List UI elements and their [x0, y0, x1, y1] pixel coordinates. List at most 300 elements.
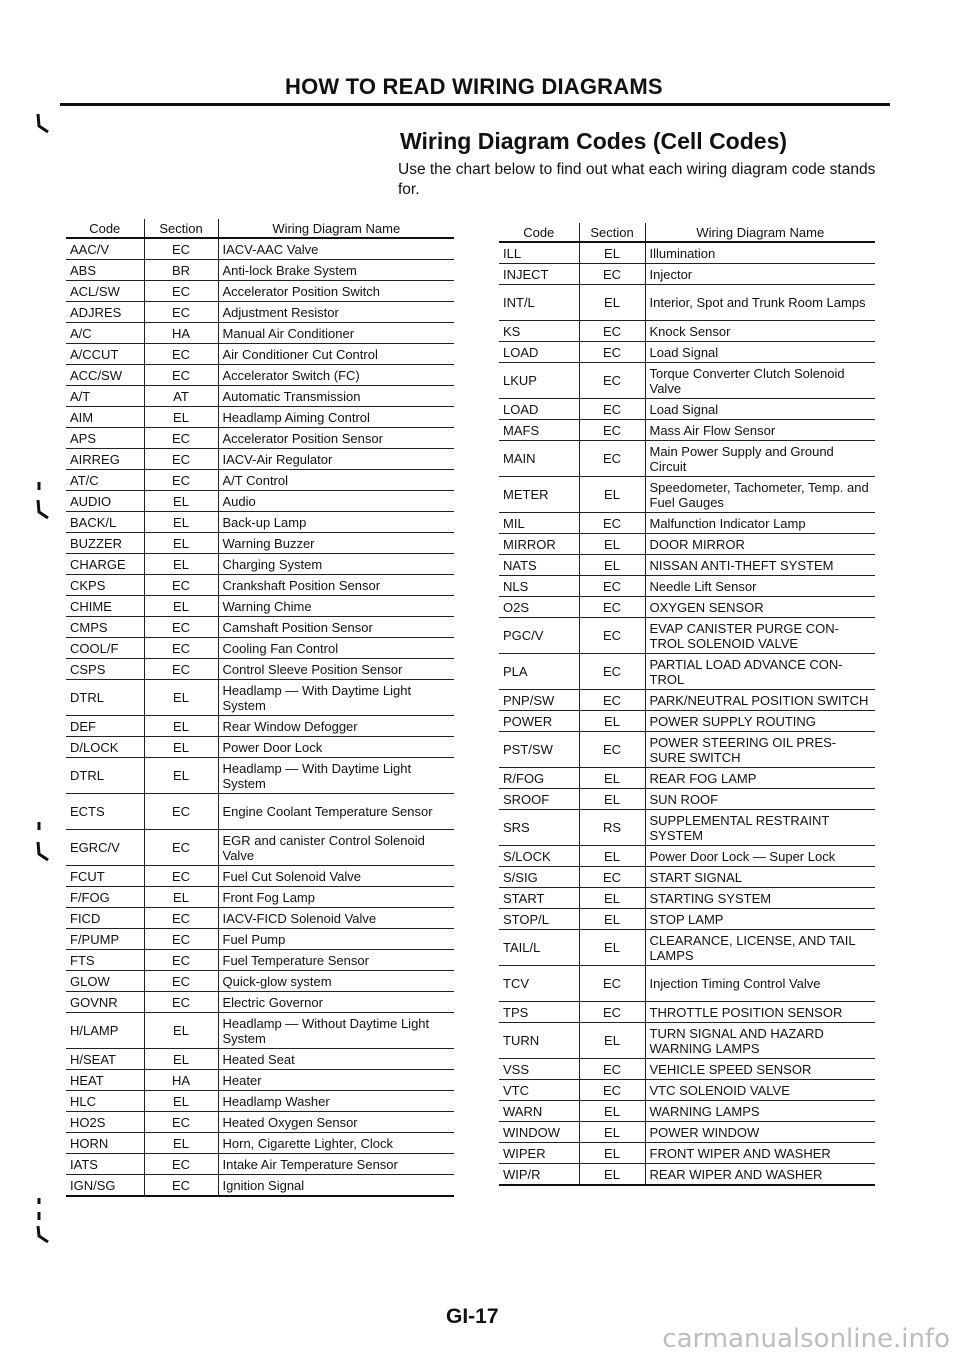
column-header-code: Code: [66, 219, 144, 238]
code-cell: FICD: [66, 908, 144, 929]
table-row: [66, 449, 454, 470]
code-cell: FCUT: [66, 866, 144, 887]
code-cell: PGC/V: [499, 618, 579, 654]
table-row: [66, 596, 454, 617]
section-cell: EC: [144, 659, 218, 680]
diagram-name-cell: DOOR MIRROR: [645, 534, 875, 555]
section-cell: EC: [579, 576, 645, 597]
diagram-name-cell: Illumination: [645, 242, 875, 264]
diagram-name-cell: POWER WINDOW: [645, 1122, 875, 1143]
table-row: [499, 1023, 875, 1059]
section-cell: EC: [144, 575, 218, 596]
column-header-section: Section: [144, 219, 218, 238]
diagram-name-cell: PARTIAL LOAD ADVANCE CON-TROL: [645, 654, 875, 690]
section-cell: EC: [144, 302, 218, 323]
section-cell: EC: [579, 597, 645, 618]
diagram-name-cell: Intake Air Temperature Sensor: [218, 1154, 454, 1175]
table-row: [66, 1133, 454, 1154]
code-cell: NLS: [499, 576, 579, 597]
table-row: [66, 758, 454, 794]
table-row: [66, 1112, 454, 1133]
diagram-name-cell: POWER STEERING OIL PRES-SURE SWITCH: [645, 732, 875, 768]
code-cell: H/LAMP: [66, 1013, 144, 1049]
code-cell: START: [499, 888, 579, 909]
diagram-name-cell: OXYGEN SENSOR: [645, 597, 875, 618]
code-cell: DEF: [66, 716, 144, 737]
section-cell: EL: [579, 846, 645, 867]
diagram-name-cell: IACV-AAC Valve: [218, 238, 454, 260]
section-cell: EL: [144, 512, 218, 533]
diagram-name-cell: Injector: [645, 264, 875, 285]
section-cell: EL: [144, 887, 218, 908]
section-cell: EL: [144, 758, 218, 794]
code-cell: HEAT: [66, 1070, 144, 1091]
code-cell: ILL: [499, 242, 579, 264]
code-cell: S/SIG: [499, 867, 579, 888]
table-row: [66, 1049, 454, 1070]
binder-mark: [36, 112, 44, 134]
section-cell: EC: [579, 1059, 645, 1080]
table-row: [66, 365, 454, 386]
section-cell: HA: [144, 323, 218, 344]
section-cell: EL: [579, 1164, 645, 1186]
code-cell: CHARGE: [66, 554, 144, 575]
section-cell: EC: [144, 281, 218, 302]
table-row: [66, 470, 454, 491]
diagram-name-cell: EVAP CANISTER PURGE CON-TROL SOLENOID VALVE: [645, 618, 875, 654]
section-cell: EC: [144, 794, 218, 830]
table-row: [66, 992, 454, 1013]
diagram-name-cell: TURN SIGNAL AND HAZARD WARNING LAMPS: [645, 1023, 875, 1059]
table-row: [499, 555, 875, 576]
section-cell: EL: [579, 534, 645, 555]
code-cell: ACC/SW: [66, 365, 144, 386]
table-row: [66, 737, 454, 758]
table-row: [66, 238, 454, 260]
code-cell: HO2S: [66, 1112, 144, 1133]
section-cell: EC: [144, 238, 218, 260]
table-row: [66, 680, 454, 716]
code-cell: LOAD: [499, 399, 579, 420]
code-cell: WIPER: [499, 1143, 579, 1164]
code-cell: PNP/SW: [499, 690, 579, 711]
section-cell: EL: [144, 533, 218, 554]
diagram-name-cell: Main Power Supply and Ground Circuit: [645, 441, 875, 477]
diagram-name-cell: Malfunction Indicator Lamp: [645, 513, 875, 534]
code-cell: ADJRES: [66, 302, 144, 323]
column-header-name: Wiring Diagram Name: [645, 223, 875, 242]
section-cell: EC: [144, 617, 218, 638]
table-row: [499, 513, 875, 534]
binder-mark: [36, 820, 44, 842]
section-cell: EC: [144, 1112, 218, 1133]
section-cell: EC: [579, 420, 645, 441]
diagram-name-cell: FRONT WIPER AND WASHER: [645, 1143, 875, 1164]
table-row: [499, 597, 875, 618]
section-cell: EC: [144, 992, 218, 1013]
diagram-name-cell: Audio: [218, 491, 454, 512]
section-cell: EC: [579, 513, 645, 534]
code-cell: WIP/R: [499, 1164, 579, 1186]
diagram-name-cell: Warning Chime: [218, 596, 454, 617]
code-cell: STOP/L: [499, 909, 579, 930]
code-cell: IATS: [66, 1154, 144, 1175]
diagram-name-cell: Rear Window Defogger: [218, 716, 454, 737]
code-cell: CHIME: [66, 596, 144, 617]
section-cell: EC: [144, 830, 218, 866]
section-cell: EC: [579, 732, 645, 768]
table-row: [66, 533, 454, 554]
diagram-name-cell: POWER SUPPLY ROUTING: [645, 711, 875, 732]
diagram-name-cell: Fuel Cut Solenoid Valve: [218, 866, 454, 887]
table-row: [499, 1080, 875, 1101]
table-row: [499, 576, 875, 597]
diagram-name-cell: Accelerator Position Sensor: [218, 428, 454, 449]
code-cell: HORN: [66, 1133, 144, 1154]
code-cell: NATS: [499, 555, 579, 576]
table-row: [499, 1122, 875, 1143]
code-cell: GLOW: [66, 971, 144, 992]
table-row: [66, 1154, 454, 1175]
diagram-name-cell: Manual Air Conditioner: [218, 323, 454, 344]
diagram-name-cell: Anti-lock Brake System: [218, 260, 454, 281]
diagram-name-cell: IACV-FICD Solenoid Valve: [218, 908, 454, 929]
table-row: [66, 929, 454, 950]
code-cell: CKPS: [66, 575, 144, 596]
diagram-name-cell: Fuel Temperature Sensor: [218, 950, 454, 971]
table-row: [499, 441, 875, 477]
diagram-name-cell: Power Door Lock: [218, 737, 454, 758]
diagram-name-cell: Fuel Pump: [218, 929, 454, 950]
section-cell: BR: [144, 260, 218, 281]
code-cell: BUZZER: [66, 533, 144, 554]
table-row: [499, 867, 875, 888]
diagram-name-cell: REAR FOG LAMP: [645, 768, 875, 789]
diagram-name-cell: VEHICLE SPEED SENSOR: [645, 1059, 875, 1080]
table-row: [66, 638, 454, 659]
code-cell: GOVNR: [66, 992, 144, 1013]
table-row: [66, 386, 454, 407]
diagram-name-cell: Cooling Fan Control: [218, 638, 454, 659]
section-cell: EC: [579, 363, 645, 399]
section-cell: EC: [144, 908, 218, 929]
diagram-name-cell: Needle Lift Sensor: [645, 576, 875, 597]
code-cell: F/FOG: [66, 887, 144, 908]
diagram-name-cell: Headlamp Aiming Control: [218, 407, 454, 428]
table-row: [66, 281, 454, 302]
section-cell: EL: [579, 477, 645, 513]
diagram-name-cell: Horn, Cigarette Lighter, Clock: [218, 1133, 454, 1154]
table-row: [499, 846, 875, 867]
table-row: [66, 971, 454, 992]
diagram-name-cell: Back-up Lamp: [218, 512, 454, 533]
section-cell: EL: [144, 596, 218, 617]
diagram-name-cell: STARTING SYSTEM: [645, 888, 875, 909]
table-row: [66, 575, 454, 596]
table-row: [499, 285, 875, 321]
section-cell: EL: [579, 1143, 645, 1164]
section-cell: EC: [144, 428, 218, 449]
section-cell: EC: [144, 1175, 218, 1197]
table-row: [66, 344, 454, 365]
table-row: [499, 1002, 875, 1023]
header-rule: [60, 103, 890, 106]
code-cell: CMPS: [66, 617, 144, 638]
table-row: [66, 491, 454, 512]
section-cell: AT: [144, 386, 218, 407]
table-row: [66, 512, 454, 533]
diagram-name-cell: EGR and canister Control Solenoid Valve: [218, 830, 454, 866]
section-cell: EC: [144, 929, 218, 950]
section-cell: EC: [144, 638, 218, 659]
diagram-name-cell: Interior, Spot and Trunk Room Lamps: [645, 285, 875, 321]
code-cell: TURN: [499, 1023, 579, 1059]
section-cell: EC: [579, 441, 645, 477]
diagram-name-cell: Heated Seat: [218, 1049, 454, 1070]
table-row: [66, 1013, 454, 1049]
table-row: [499, 363, 875, 399]
section-cell: EL: [144, 1013, 218, 1049]
diagram-name-cell: SUN ROOF: [645, 789, 875, 810]
diagram-name-cell: Knock Sensor: [645, 321, 875, 342]
code-cell: APS: [66, 428, 144, 449]
section-cell: EC: [579, 342, 645, 363]
table-row: [66, 866, 454, 887]
code-cell: A/CCUT: [66, 344, 144, 365]
code-cell: AIM: [66, 407, 144, 428]
diagram-name-cell: Headlamp — With Daytime Light System: [218, 758, 454, 794]
section-cell: EL: [144, 680, 218, 716]
diagram-name-cell: THROTTLE POSITION SENSOR: [645, 1002, 875, 1023]
diagram-name-cell: Engine Coolant Temperature Sensor: [218, 794, 454, 830]
code-cell: WINDOW: [499, 1122, 579, 1143]
code-cell: INT/L: [499, 285, 579, 321]
section-cell: EC: [144, 470, 218, 491]
code-cell: A/C: [66, 323, 144, 344]
table-row: [499, 789, 875, 810]
section-cell: EL: [579, 768, 645, 789]
section-cell: EC: [579, 264, 645, 285]
table-row: [499, 534, 875, 555]
section-cell: HA: [144, 1070, 218, 1091]
diagram-name-cell: Heater: [218, 1070, 454, 1091]
diagram-name-cell: Power Door Lock — Super Lock: [645, 846, 875, 867]
section-cell: EL: [579, 1122, 645, 1143]
code-cell: METER: [499, 477, 579, 513]
diagram-name-cell: Load Signal: [645, 399, 875, 420]
diagram-name-cell: Automatic Transmission: [218, 386, 454, 407]
code-cell: MIRROR: [499, 534, 579, 555]
diagram-name-cell: Torque Converter Clutch Solenoid Valve: [645, 363, 875, 399]
code-cell: ABS: [66, 260, 144, 281]
code-cell: F/PUMP: [66, 929, 144, 950]
diagram-name-cell: Headlamp — Without Daytime Light System: [218, 1013, 454, 1049]
section-cell: EC: [579, 618, 645, 654]
table-row: [499, 242, 875, 264]
diagram-name-cell: Accelerator Switch (FC): [218, 365, 454, 386]
code-cell: KS: [499, 321, 579, 342]
code-cell: VTC: [499, 1080, 579, 1101]
code-cell: SRS: [499, 810, 579, 846]
watermark: carmanualsonline.info: [662, 1324, 950, 1354]
section-cell: EC: [579, 1080, 645, 1101]
section-cell: EL: [579, 1023, 645, 1059]
section-cell: EL: [579, 930, 645, 966]
code-cell: AAC/V: [66, 238, 144, 260]
code-cell: TAIL/L: [499, 930, 579, 966]
code-cell: FTS: [66, 950, 144, 971]
diagram-name-cell: NISSAN ANTI-THEFT SYSTEM: [645, 555, 875, 576]
section-cell: EC: [579, 690, 645, 711]
code-cell: BACK/L: [66, 512, 144, 533]
diagram-name-cell: Heated Oxygen Sensor: [218, 1112, 454, 1133]
diagram-name-cell: IACV-Air Regulator: [218, 449, 454, 470]
table-row: [66, 302, 454, 323]
table-row: [499, 399, 875, 420]
code-cell: POWER: [499, 711, 579, 732]
section-cell: EC: [579, 654, 645, 690]
table-row: [66, 428, 454, 449]
table-row: [499, 930, 875, 966]
table-header-row: [66, 219, 454, 238]
table-row: [499, 654, 875, 690]
diagram-name-cell: Accelerator Position Switch: [218, 281, 454, 302]
section-cell: EL: [144, 554, 218, 575]
table-row: [499, 732, 875, 768]
code-cell: WARN: [499, 1101, 579, 1122]
section-cell: EC: [579, 1002, 645, 1023]
section-cell: EC: [144, 971, 218, 992]
section-cell: EL: [579, 242, 645, 264]
diagram-name-cell: CLEARANCE, LICENSE, AND TAIL LAMPS: [645, 930, 875, 966]
code-cell: MAFS: [499, 420, 579, 441]
code-cell: LKUP: [499, 363, 579, 399]
section-cell: EC: [144, 365, 218, 386]
table-row: [499, 1164, 875, 1186]
section-cell: EL: [144, 407, 218, 428]
code-cell: ECTS: [66, 794, 144, 830]
diagram-name-cell: Mass Air Flow Sensor: [645, 420, 875, 441]
section-cell: EC: [144, 866, 218, 887]
section-cell: EC: [579, 966, 645, 1002]
code-cell: MAIN: [499, 441, 579, 477]
table-row: [499, 966, 875, 1002]
table-row: [499, 810, 875, 846]
table-row: [66, 887, 454, 908]
code-cell: H/SEAT: [66, 1049, 144, 1070]
section-cell: EL: [579, 888, 645, 909]
code-cell: INJECT: [499, 264, 579, 285]
section-cell: EC: [144, 449, 218, 470]
table-header-row: [499, 223, 875, 242]
diagram-name-cell: Camshaft Position Sensor: [218, 617, 454, 638]
code-cell: PST/SW: [499, 732, 579, 768]
diagram-name-cell: Injection Timing Control Valve: [645, 966, 875, 1002]
table-row: [499, 768, 875, 789]
code-cell: AT/C: [66, 470, 144, 491]
table-row: [66, 1091, 454, 1112]
table-row: [66, 260, 454, 281]
table-row: [66, 716, 454, 737]
diagram-name-cell: START SIGNAL: [645, 867, 875, 888]
code-cell: MIL: [499, 513, 579, 534]
table-row: [499, 1101, 875, 1122]
codes-table-left: [66, 219, 454, 1197]
table-row: [66, 908, 454, 929]
table-row: [499, 1143, 875, 1164]
table-row: [499, 690, 875, 711]
table-row: [499, 321, 875, 342]
code-cell: COOL/F: [66, 638, 144, 659]
diagram-name-cell: Speedometer, Tachometer, Temp. and Fuel Gauges: [645, 477, 875, 513]
table-row: [66, 1175, 454, 1197]
diagram-name-cell: Charging System: [218, 554, 454, 575]
diagram-name-cell: SUPPLEMENTAL RESTRAINT SYSTEM: [645, 810, 875, 846]
section-title: Wiring Diagram Codes (Cell Codes): [400, 128, 788, 154]
binder-mark: [36, 480, 44, 502]
table-row: [499, 264, 875, 285]
table-row: [499, 420, 875, 441]
intro-text: Use the chart below to find out what each wiring diagram code stands for.: [398, 161, 876, 198]
section-cell: EL: [144, 1049, 218, 1070]
table-row: [66, 1070, 454, 1091]
code-cell: R/FOG: [499, 768, 579, 789]
table-row: [66, 407, 454, 428]
table-row: [499, 711, 875, 732]
table-row: [66, 950, 454, 971]
table-row: [66, 830, 454, 866]
diagram-name-cell: PARK/NEUTRAL POSITION SWITCH: [645, 690, 875, 711]
section-cell: EL: [579, 285, 645, 321]
section-cell: EC: [144, 1154, 218, 1175]
table-row: [499, 342, 875, 363]
section-cell: EL: [579, 555, 645, 576]
table-row: [499, 909, 875, 930]
diagram-name-cell: STOP LAMP: [645, 909, 875, 930]
page-header: HOW TO READ WIRING DIAGRAMS: [285, 74, 663, 99]
section-cell: EC: [579, 321, 645, 342]
code-cell: TCV: [499, 966, 579, 1002]
code-cell: O2S: [499, 597, 579, 618]
table-row: [66, 617, 454, 638]
diagram-name-cell: VTC SOLENOID VALVE: [645, 1080, 875, 1101]
diagram-name-cell: Crankshaft Position Sensor: [218, 575, 454, 596]
code-cell: LOAD: [499, 342, 579, 363]
code-cell: AUDIO: [66, 491, 144, 512]
table-row: [499, 477, 875, 513]
diagram-name-cell: Warning Buzzer: [218, 533, 454, 554]
diagram-name-cell: Load Signal: [645, 342, 875, 363]
binder-mark: [36, 1196, 44, 1218]
column-header-code: Code: [499, 223, 579, 242]
diagram-name-cell: A/T Control: [218, 470, 454, 491]
table-row: [66, 659, 454, 680]
table-row: [499, 618, 875, 654]
column-header-section: Section: [579, 223, 645, 242]
diagram-name-cell: REAR WIPER AND WASHER: [645, 1164, 875, 1186]
diagram-name-cell: Quick-glow system: [218, 971, 454, 992]
section-cell: EL: [144, 1133, 218, 1154]
code-cell: TPS: [499, 1002, 579, 1023]
diagram-name-cell: Headlamp — With Daytime Light System: [218, 680, 454, 716]
code-cell: A/T: [66, 386, 144, 407]
page-number: GI-17: [446, 1305, 499, 1328]
section-cell: EL: [144, 1091, 218, 1112]
table-row: [66, 794, 454, 830]
table-row: [66, 554, 454, 575]
code-cell: IGN/SG: [66, 1175, 144, 1197]
column-header-name: Wiring Diagram Name: [218, 219, 454, 238]
